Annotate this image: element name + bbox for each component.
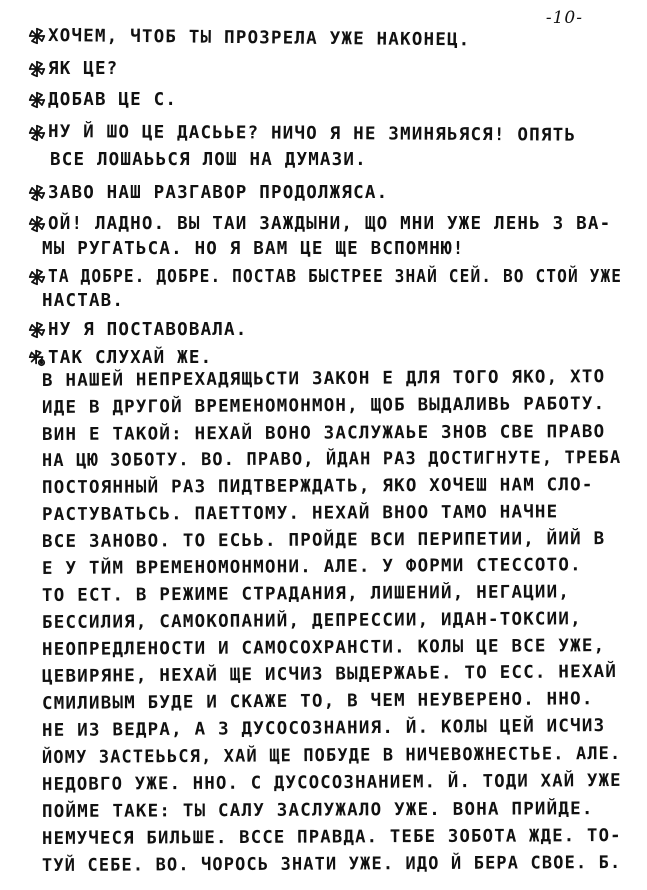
text-line: ЗАВО НАШ РАЗГАВОР ПРОДОЛЖЯСА. [48, 183, 389, 203]
flower-icon [28, 91, 46, 109]
text-line: НАСТАВ. [42, 291, 125, 311]
text-line: НУ Й ШО ЦЕ ДАСЬЬЕ? НИЧО Я НЕ ЗМИНЯЬЯСЯ! ОПЯТЬ [47, 122, 577, 146]
text-line: ИДЕ В ДРУГОЙ ВРЕМЕНОМОНМОН, ЩОБ ВЫДАЛИВЬ РАБОТУ. [41, 394, 606, 418]
text-line: ВИН Е ТАКОЙ: НЕХАЙ ВОНО ЗАСЛУЖАЬЕ ЗНОВ СВЕ ПРАВО [41, 422, 606, 445]
text-line: Е У ТЙМ ВРЕМЕНОМОНМОНИ. АЛЕ. У ФОРМИ СТЕССОТО. [41, 555, 582, 579]
flower-icon [28, 27, 46, 45]
text-line: НЕМУЧЕСЯ БИЛЬШЕ. ВССЕ ПРАВДА. ТЕБЕ ЗОБОТА ЖДЕ. ТО- [41, 825, 622, 849]
text-line: ЯК ЦЕ? [48, 59, 119, 79]
text-line: ТАК СЛУХАЙ ЖЕ. [48, 348, 213, 368]
flower-icon [28, 60, 46, 78]
text-line: ЦЕВИРЯНЕ, НЕХАЙ ЩЕ ИСЧИЗ ВЫДЕРЖАЬЕ. ТО ЕСС. НЕХАЙ [41, 661, 618, 687]
text-line: ТУЙ СЕБЕ. ВО. ЧОРОСЬ ЗНАТИ УЖЕ. ИДО Й БЕРА СВОЕ. Б. [41, 852, 622, 876]
text-line: В НАШЕЙ НЕПРЕХАДЯЩЬСТИ ЗАКОН Е ДЛЯ ТОГО ЯКО, ХТО [41, 367, 606, 391]
text-line: ПОСТОЯННЫЙ РАЗ ПИДТВЕРЖДАТЬ, ЯКО ХОЧЕШ НАМ СЛО- [41, 475, 594, 498]
text-line: НУ Я ПОСТАВОВАЛА. [48, 320, 248, 340]
text-line: БЕССИЛИЯ, САМОКОПАНИЙ, ДЕПРЕССИИ, ИДАН-ТОКСИИ, [41, 609, 582, 633]
flower-icon [28, 268, 46, 286]
text-line: ТО ЕСТ. В РЕЖИМЕ СТРАДАНИЯ, ЛИШЕНИЙ, НЕГАЦИИ, [41, 582, 571, 606]
flower-icon [28, 184, 46, 202]
text-line: ВСЕ ЗАНОВО. ТО ЕСЬЬ. ПРОЙДЕ ВСИ ПЕРИПЕТИИ, ЙИЙ В [41, 529, 606, 552]
text-line: ПОЙМЕ ТАКЕ: ТЫ САЛУ ЗАСЛУЖАЛО УЖЕ. ВОНА ПРИЙДЕ. [41, 799, 594, 822]
flower-icon [28, 321, 46, 339]
text-line: ХОЧЕМ, ЧТОБ ТЫ ПРОЗРЕЛА УЖЕ НАКОНЕЦ. [47, 26, 471, 51]
flower-icon [28, 215, 46, 233]
flower-icon [28, 124, 46, 142]
text-line: НЕДОВГО УЖЕ. ННО. С ДУСОСОЗНАНИЕМ. Й. ТОДИ ХАЙ УЖЕ [41, 770, 622, 795]
text-line: ОЙ! ЛАДНО. ВЫ ТАИ ЗАЖДЫНИ, ЩО МНИ УЖЕ ЛЕНЬ З ВА- [48, 214, 612, 234]
text-line: ТА ДОБРЕ. ДОБРЕ. ПОСТАВ БЫСТРЕЕ ЗНАЙ СЕЙ. ВО СТОЙ УЖЕ [48, 267, 623, 287]
page-number: -10- [545, 8, 583, 28]
text-line: МЫ РУГАТЬСА. НО Я ВАМ ЦЕ ЩЕ ВСПОМНЮ! [42, 239, 465, 259]
text-line: НЕОПРЕДЛЕНОСТИ И САМОСОХРАНСТИ. КОЛЫ ЦЕ ВСЕ УЖЕ, [41, 636, 606, 660]
text-line: ВСЕ ЛОШАЬЬСЯ ЛОШ НА ДУМАЗИ. [50, 150, 367, 170]
text-line: СМИЛИВЫМ БУДЕ И СКАЖЕ ТО, В ЧЕМ НЕУВЕРЕНО. ННО. [41, 689, 594, 714]
text-line: ДОБАВ ЦЕ С. [48, 90, 178, 110]
flower-dot-icon [28, 349, 46, 367]
text-line: ЙОМУ ЗАСТЕЬЬСЯ, ХАЙ ЩЕ ПОБУДЕ В НИЧЕВОЖНЕСТЬЕ. АЛЕ. [41, 743, 622, 768]
text-line: НЕ ИЗ ВЕДРА, А З ДУСОСОЗНАНИЯ. Й. КОЛЫ ЦЕЙ ИСЧИЗ [41, 716, 606, 741]
text-line: НА ЦЮ ЗОБОТУ. ВО. ПРАВО, ЙДАН РАЗ ДОСТИГНУТЕ, ТРЕБА [41, 447, 622, 471]
text-line: РАСТУВАТЬСЬ. ПАЕТТОМУ. НЕХАЙ ВНОО ТАМО НАЧНЕ [41, 502, 559, 525]
